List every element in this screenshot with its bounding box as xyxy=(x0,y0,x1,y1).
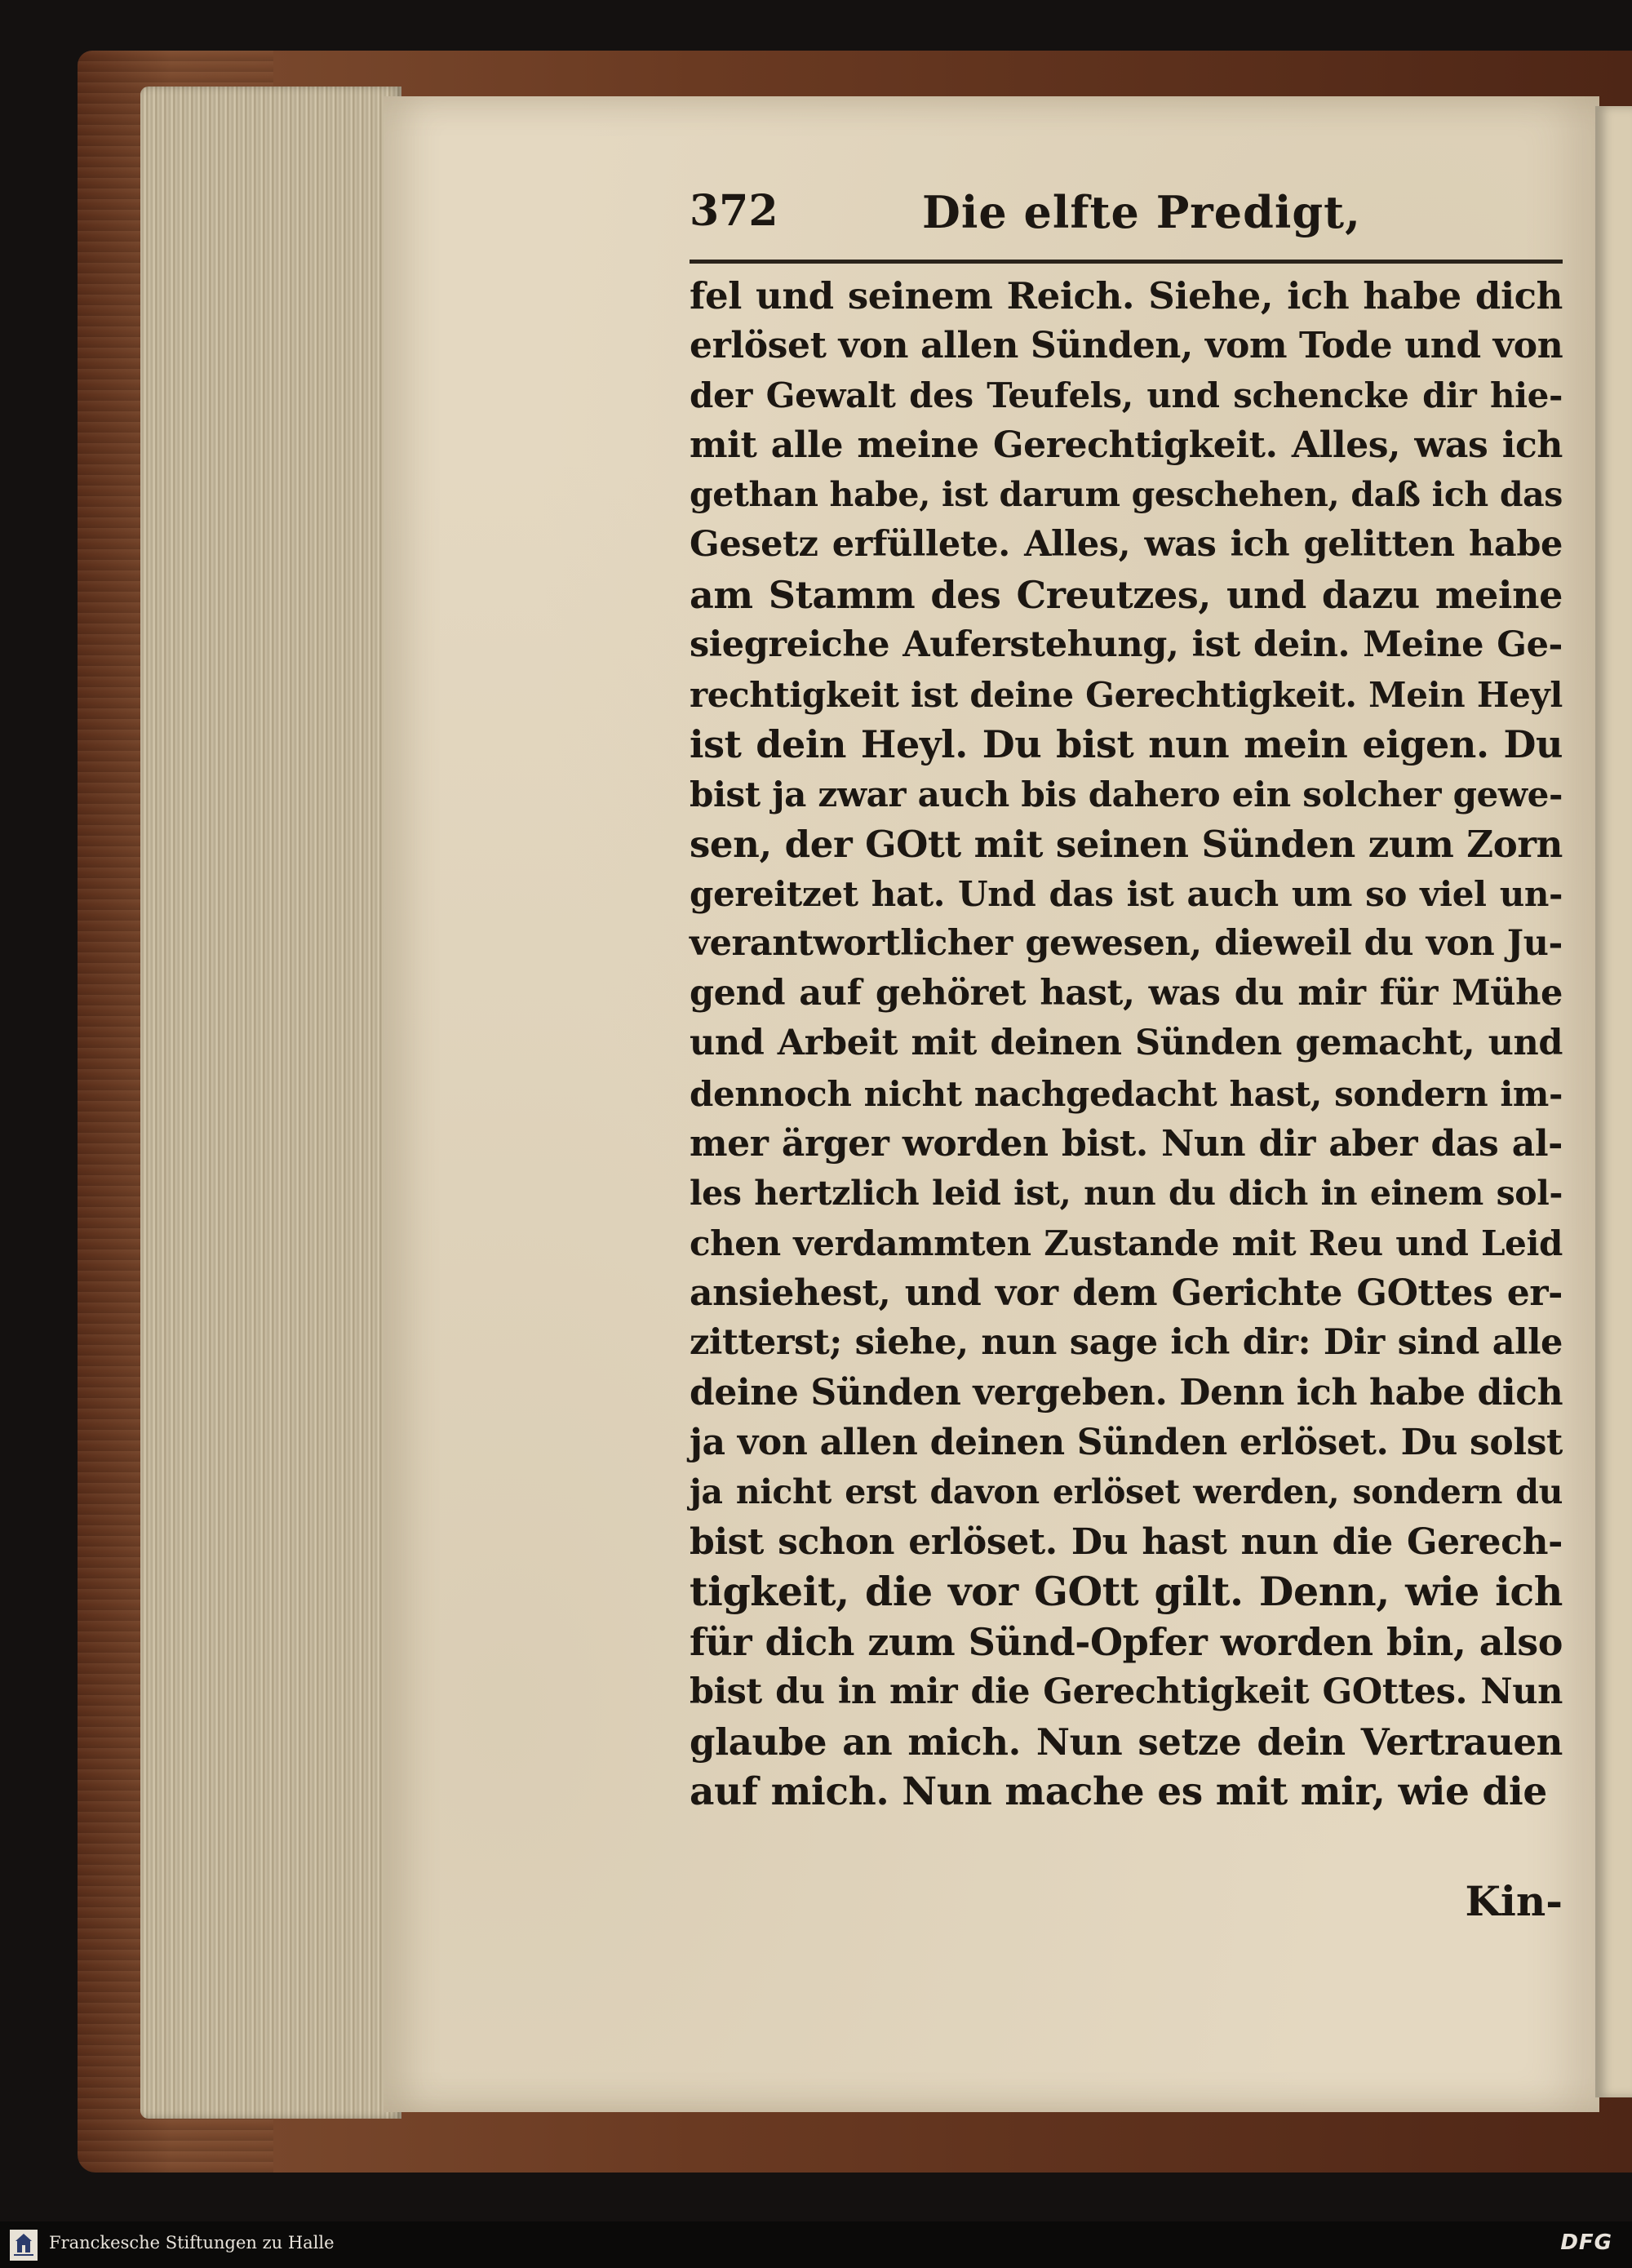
text-line: gereitzet hat. Und das ist auch um so viel un- xyxy=(690,874,1563,915)
text-line: glaube an mich. Nun setze dein Vertrauen xyxy=(690,1720,1563,1764)
header-rule xyxy=(690,260,1563,264)
page-edges xyxy=(140,87,401,2119)
text-line: ja nicht erst davon erlöset werden, sondern du xyxy=(690,1472,1563,1512)
institution-logo-icon xyxy=(10,2230,38,2261)
institution-name: Franckesche Stiftungen zu Halle xyxy=(49,2233,335,2252)
text-line: gethan habe, ist darum geschehen, daß ich das xyxy=(690,475,1563,515)
text-line: am Stamm des Creutzes, und dazu meine xyxy=(690,572,1563,617)
catchword: Kin- xyxy=(1465,1877,1563,1925)
text-line: auf mich. Nun mache es mit mir, wie die xyxy=(690,1769,1547,1814)
text-line: zitterst; siehe, nun sage ich dir: Dir sind alle xyxy=(690,1321,1563,1363)
text-line: fel und seinem Reich. Siehe, ich habe dich xyxy=(690,274,1563,317)
text-line: rechtigkeit ist deine Gerechtigkeit. Mein Heyl xyxy=(690,674,1563,715)
running-head xyxy=(690,186,1563,255)
text-line: tigkeit, die vor GOtt gilt. Denn, wie ich xyxy=(690,1568,1563,1616)
text-line: les hertzlich leid ist, nun du dich in einem sol- xyxy=(690,1173,1563,1213)
text-line: ansiehest, und vor dem Gerichte GOttes er- xyxy=(690,1272,1563,1314)
text-line: gend auf gehöret hast, was du mir für Mühe xyxy=(690,973,1563,1014)
text-line: verantwortlicher gewesen, dieweil du von Ju- xyxy=(690,923,1563,965)
text-line: für dich zum Sünd-Opfer worden bin, also xyxy=(690,1619,1563,1664)
text-line: erlöset von allen Sünden, vom Tode und von xyxy=(690,325,1563,367)
text-line: Gesetz erfüllete. Alles, was ich gelitten habe xyxy=(690,524,1563,566)
text-line: mer ärger worden bist. Nun dir aber das al- xyxy=(690,1122,1563,1165)
text-line: mit alle meine Gerechtigkeit. Alles, was ich xyxy=(690,424,1563,467)
text-line: bist du in mir die Gerechtigkeit GOttes. Nun xyxy=(690,1671,1563,1712)
dfg-logo: DFG xyxy=(1560,2230,1612,2255)
text-line: bist ja zwar auch bis dahero ein solcher gewe- xyxy=(690,774,1563,814)
text-line: ja von allen deinen Sünden erlöset. Du solst xyxy=(690,1422,1563,1464)
page-number: 372 xyxy=(690,186,778,236)
text-line: chen verdammten Zustande mit Reu und Leid xyxy=(690,1223,1563,1263)
text-line: sen, der GOtt mit seinen Sünden zum Zorn xyxy=(690,823,1563,867)
text-line: siegreiche Auferstehung, ist dein. Meine Ge- xyxy=(690,624,1563,665)
text-line: deine Sünden vergeben. Denn ich habe dich xyxy=(690,1372,1563,1414)
header-title: Die elfte Predigt, xyxy=(922,186,1361,238)
footer-bar xyxy=(0,2221,1632,2268)
text-line: der Gewalt des Teufels, und schencke dir hie- xyxy=(690,375,1563,416)
facing-page-edge xyxy=(1595,106,1632,2097)
text-line: bist schon erlöset. Du hast nun die Gerech- xyxy=(690,1521,1563,1564)
body-text xyxy=(690,271,1563,1817)
text-line: ist dein Heyl. Du bist nun mein eigen. Du xyxy=(690,721,1563,766)
text-line: und Arbeit mit deinen Sünden gemacht, und xyxy=(690,1023,1563,1064)
text-line: dennoch nicht nachgedacht hast, sondern im- xyxy=(690,1073,1563,1114)
